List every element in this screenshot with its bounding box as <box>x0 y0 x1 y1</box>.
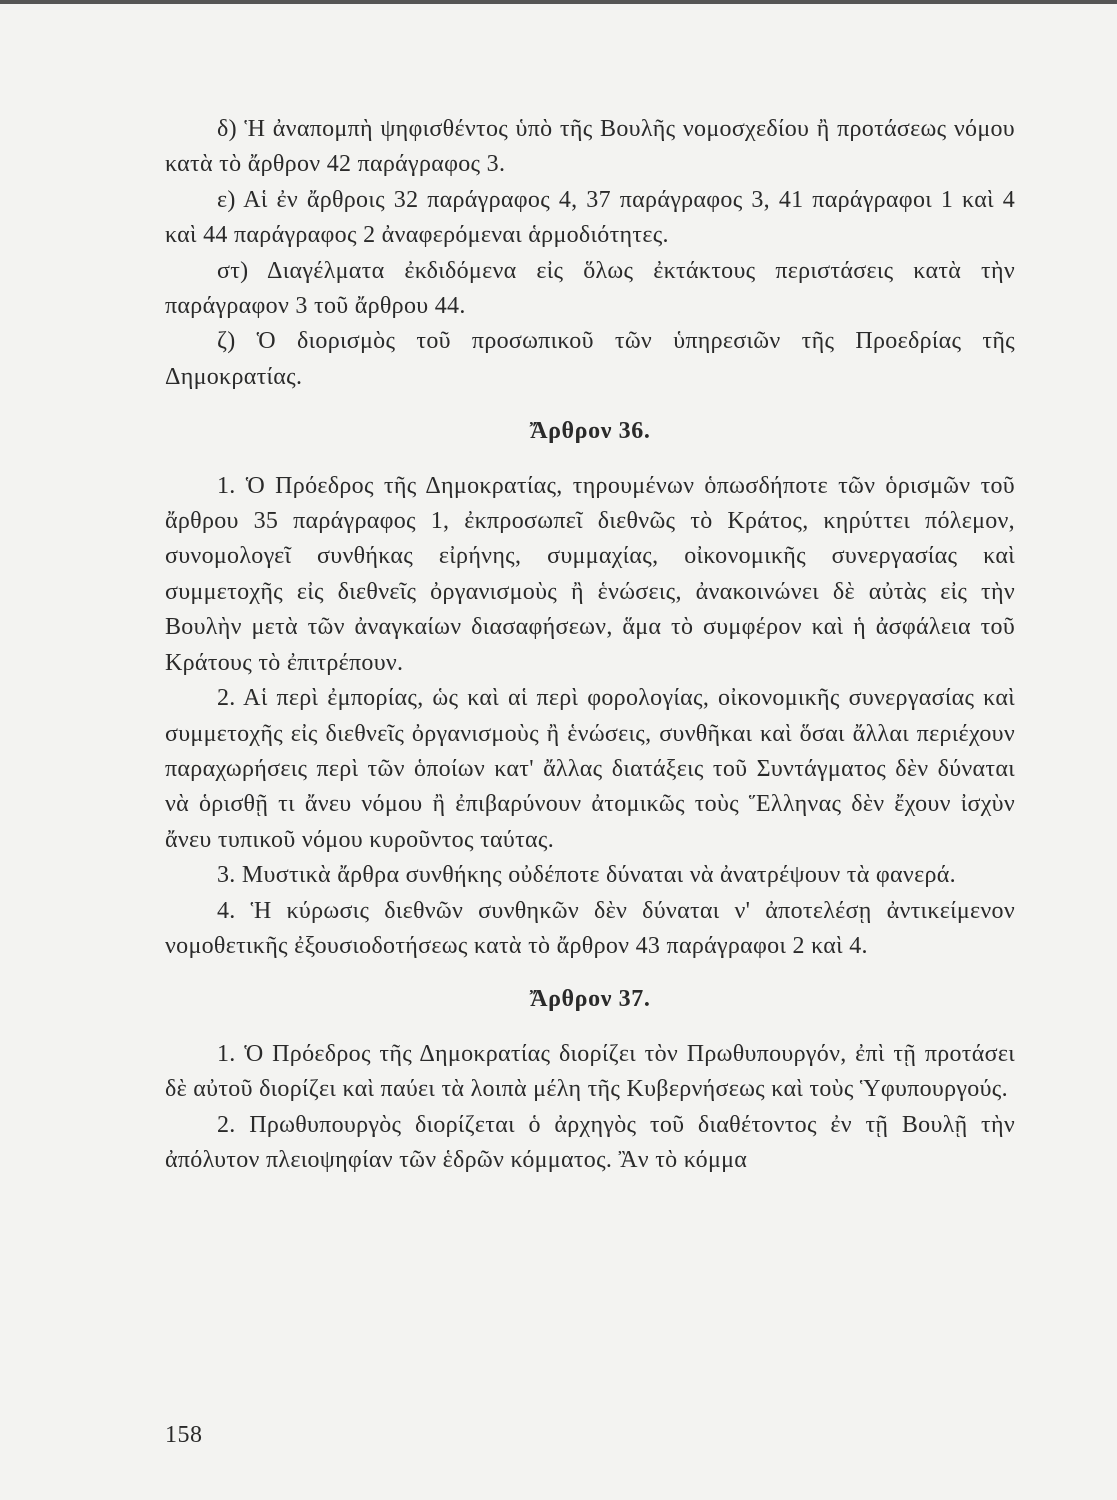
article-37-heading: Ἄρθρον 37. <box>529 986 651 1013</box>
item-zeta: ζ) Ὁ διορισμὸς τοῦ προσωπικοῦ τῶν ὑπηρεσιῶν τῆς Προεδρίας τῆς Δημοκρατίας. <box>165 328 1015 390</box>
article-37 <box>165 982 1015 1178</box>
article-36-paragraph-4: 4. Ἡ κύρωσις διεθνῶν συνθηκῶν δὲν δύναται ν' ἀποτελέσῃ ἀντικείμενον νομοθετικῆς ἐξουσιοδοτήσεως κατὰ τὸ ἄρθρον 43 παράγραφοι 2 καὶ 4. <box>165 897 1015 959</box>
item-stigma: στ) Διαγέλματα ἐκδιδόμενα εἰς ὅλως ἐκτάκτους περιστάσεις κατὰ τὴν παράγραφον 3 τοῦ ἄρθρου 44. <box>165 257 1015 320</box>
article-36 <box>165 414 1015 964</box>
page-body <box>165 112 1015 1178</box>
article-36-heading: Ἄρθρον 36. <box>529 418 651 445</box>
item-epsilon: ε) Αἱ ἐν ἄρθροις 32 παράγραφος 4, 37 παράγραφος 3, 41 παράγραφοι 1 καὶ 4 καὶ 44 παράγραφος 2 ἀναφερόμεναι ἁρμοδιότητες. <box>165 186 1015 249</box>
article-36-paragraph-3: 3. Μυστικὰ ἄρθρα συνθήκης οὐδέποτε δύναται νὰ ἀνατρέψουν τὰ φανερά. <box>217 862 956 889</box>
article-37-paragraph-1: 1. Ὁ Πρόεδρος τῆς Δημοκρατίας διορίζει τὸν Πρωθυπουργόν, ἐπὶ τῇ προτάσει δὲ αὐτοῦ διορίζει καὶ παύει τὰ λοιπὰ μέλη τῆς Κυβερνήσεως καὶ τοὺς Ὑφυπουργούς. <box>165 1040 1015 1103</box>
page-number: 158 <box>165 1422 203 1448</box>
item-delta: δ) Ἡ ἀναπομπὴ ψηφισθέντος ὑπὸ τῆς Βουλῆς νομοσχεδίου ἢ προτάσεως νόμου κατὰ τὸ ἄρθρον 42 παράγραφος 3. <box>165 116 1015 178</box>
items-before-section <box>165 112 1015 395</box>
article-36-paragraph-2: 2. Αἱ περὶ ἐμπορίας, ὡς καὶ αἱ περὶ φορολογίας, οἰκονομικῆς συνεργασίας καὶ συμμετοχῆς εἰς διεθνεῖς ὀργανισμοὺς ἢ ἑνώσεις, συνθῆκαι καὶ ὅσαι ἄλλαι περιέχουν παραχωρήσεις περὶ τῶν ὁποίων κατ' ἄλλας διατάξεις τοῦ Συντάγματος δὲν δύναται νὰ ὁρισθῇ τι ἄνευ νόμου ἢ ἐπιβαρύνουν ἀτομικῶς τοὺς Ἕλληνας δὲν ἔχουν ἰσχὺν ἄνευ τυπικοῦ νόμου κυροῦντος ταύτας. <box>165 685 1015 853</box>
article-37-paragraph-2: 2. Πρωθυπουργὸς διορίζεται ὁ ἀρχηγὸς τοῦ διαθέτοντος ἐν τῇ Βουλῇ τὴν ἀπόλυτον πλειοψηφίαν τῶν ἑδρῶν κόμματος. Ἂν τὸ κόμμα <box>165 1111 1015 1173</box>
page-top-edge <box>0 0 1117 4</box>
article-36-paragraph-1: 1. Ὁ Πρόεδρος τῆς Δημοκρατίας, τηρουμένων ὁπωσδήποτε τῶν ὁρισμῶν τοῦ ἄρθρου 35 παράγραφος 1, ἐκπροσωπεῖ διεθνῶς τὸ Κράτος, κηρύττει πόλεμον, συνομολογεῖ συνθήκας εἰρήνης, συμμαχίας, οἰκονομικῆς συνεργασίας καὶ συμμετοχῆς εἰς διεθνεῖς ὀργανισμοὺς ἢ ἑνώσεις, ἀνακοινώνει δὲ αὐτὰς εἰς τὴν Βουλὴν μετὰ τῶν ἀναγκαίων διασαφήσεων, ἅμα τὸ συμφέρον καὶ ἡ ἀσφάλεια τοῦ Κράτους τὸ ἐπιτρέπουν. <box>165 472 1015 676</box>
